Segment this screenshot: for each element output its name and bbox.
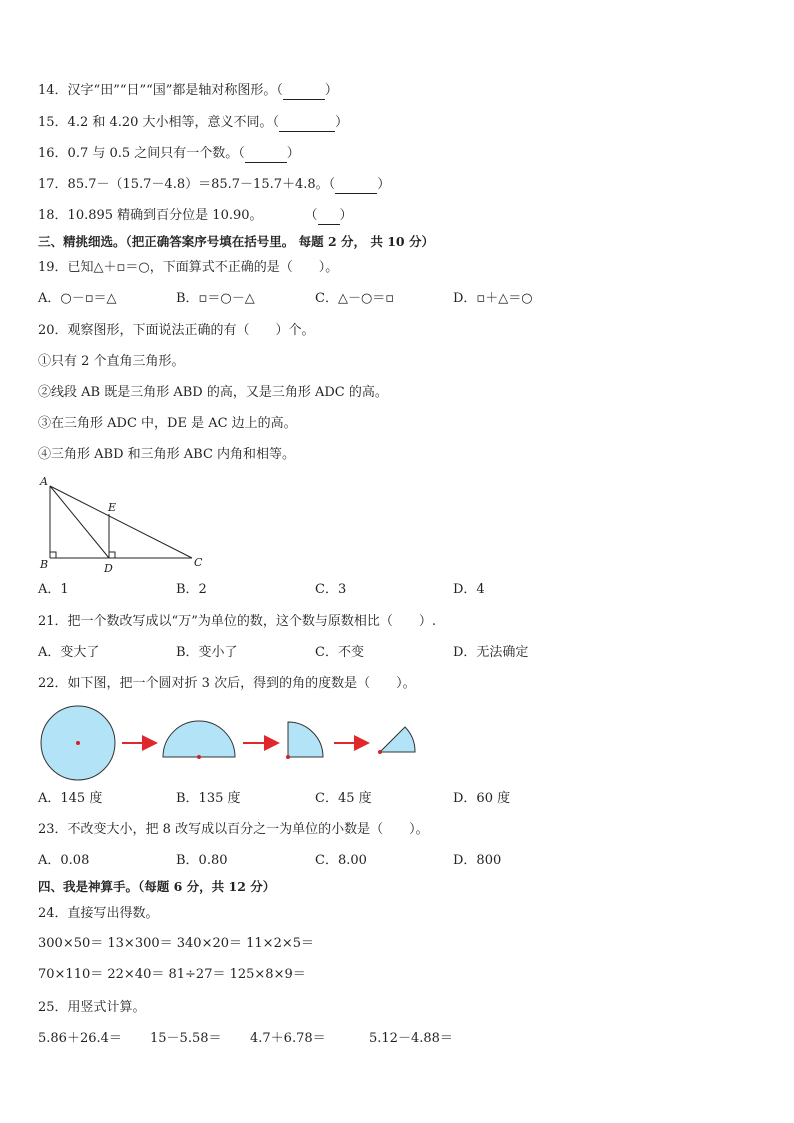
right-angle-mark-b [50, 552, 56, 558]
question-19-stem: 19．已知△＋▫＝○，下面算式不正确的是（ ）。 [38, 260, 339, 275]
q24-row-2: 70×110＝ 22×40＝ 81÷27＝ 125×8×9＝ [38, 967, 306, 982]
segment-ad [50, 486, 109, 558]
q25-item-3: 4.7＋6.78＝ [250, 1031, 326, 1046]
question-16 [38, 145, 300, 163]
answer-blank-14[interactable] [283, 85, 325, 100]
question-25-stem: 25．用竖式计算。 [38, 1000, 146, 1015]
q20-statement-2: ②线段 AB 既是三角形 ABD 的高，又是三角形 ADC 的高。 [38, 385, 388, 400]
question-14 [38, 82, 338, 100]
q22-option-c[interactable]: C．45 度 [315, 791, 372, 806]
q20-statement-1: ①只有 2 个直角三角形。 [38, 354, 185, 369]
question-22-stem: 22．如下图，把一个圆对折 3 次后，得到的角的度数是（ ）。 [38, 676, 416, 691]
label-c: C [194, 556, 203, 569]
question-17 [38, 176, 390, 194]
q23-option-d[interactable]: D．800 [453, 853, 502, 868]
paren-close: ） [286, 146, 300, 161]
right-angle-mark-d [109, 552, 115, 558]
paren-close: ） [377, 177, 391, 192]
q21-option-b[interactable]: B．变小了 [176, 645, 238, 660]
q21-option-a[interactable]: A．变大了 [38, 645, 100, 660]
question-17-text: 17．85.7－（15.7－4.8）＝85.7－15.7＋4.8。（ [38, 177, 336, 192]
q19-option-c[interactable]: C．△－○＝▫ [315, 291, 395, 306]
paren-close: ） [335, 115, 349, 130]
question-14-text: 14．汉字“田”“日”“国”都是轴对称图形。（ [38, 83, 283, 98]
q23-option-b[interactable]: B．0.80 [176, 853, 228, 868]
label-b: B [40, 558, 49, 571]
q21-option-d[interactable]: D．无法确定 [453, 645, 529, 660]
label-a: A [40, 475, 48, 488]
q25-item-2: 15－5.58＝ [150, 1031, 222, 1046]
q20-option-d[interactable]: D．4 [453, 582, 485, 597]
q23-option-c[interactable]: C．8.00 [315, 853, 367, 868]
q22-option-d[interactable]: D．60 度 [453, 791, 511, 806]
answer-blank-16[interactable] [245, 148, 287, 163]
q20-statement-3: ③在三角形 ADC 中，DE 是 AC 边上的高。 [38, 416, 297, 431]
circle-folding-figure [38, 705, 428, 783]
q20-option-b[interactable]: B．2 [176, 582, 207, 597]
label-d: D [104, 562, 113, 575]
q23-option-a[interactable]: A．0.08 [38, 853, 90, 868]
question-18-text: 18．10.895 精确到百分位是 10.90。 [38, 208, 263, 223]
q22-option-a[interactable]: A．145 度 [38, 791, 103, 806]
question-15-text: 15．4.2 和 4.20 大小相等，意义不同。（ [38, 115, 280, 130]
triangle-figure [34, 472, 214, 578]
q25-item-4: 5.12－4.88＝ [369, 1031, 453, 1046]
question-15 [38, 114, 348, 132]
q21-option-c[interactable]: C．不变 [315, 645, 364, 660]
q19-option-a[interactable]: A．○－▫＝△ [38, 291, 117, 306]
q20-statement-4: ④三角形 ABD 和三角形 ABC 内角和相等。 [38, 447, 296, 462]
q19-option-b[interactable]: B．▫＝○－△ [176, 291, 255, 306]
question-20-stem: 20．观察图形，下面说法正确的有（ ）个。 [38, 323, 315, 338]
q20-option-a[interactable]: A．1 [38, 582, 69, 597]
label-e: E [108, 501, 117, 514]
q20-option-c[interactable]: C．3 [315, 582, 347, 597]
section-3-heading: 三、精挑细选。（把正确答案序号填在括号里。 每题 2 分， 共 10 分） [38, 234, 434, 249]
q24-row-1: 300×50＝ 13×300＝ 340×20＝ 11×2×5＝ [38, 936, 315, 951]
paren-close: ） [339, 208, 353, 223]
center-dot [76, 741, 80, 745]
q22-option-b[interactable]: B．135 度 [176, 791, 241, 806]
question-18 [38, 207, 353, 225]
segment-ac [50, 486, 192, 558]
q19-option-d[interactable]: D．▫＋△＝○ [453, 291, 533, 306]
question-21-stem: 21．把一个数改写成以“万”为单位的数，这个数与原数相比（ ）. [38, 614, 436, 629]
center-dot [286, 755, 290, 759]
section-4-heading: 四、我是神算手。（每题 6 分，共 12 分） [38, 879, 276, 894]
question-24-stem: 24．直接写出得数。 [38, 906, 159, 921]
quarter-circle [288, 722, 323, 757]
answer-blank-15[interactable] [279, 117, 335, 132]
center-dot [197, 755, 201, 759]
half-circle [163, 721, 235, 757]
question-16-text: 16．0.7 与 0.5 之间只有一个数。（ [38, 146, 245, 161]
q25-item-1: 5.86＋26.4＝ [38, 1031, 122, 1046]
center-dot [378, 750, 382, 754]
eighth-circle [380, 727, 415, 752]
paren-open: （ [304, 208, 318, 223]
paren-close: ） [324, 83, 338, 98]
question-23-stem: 23．不改变大小，把 8 改写成以百分之一为单位的小数是（ ）。 [38, 822, 429, 837]
answer-blank-17[interactable] [335, 179, 377, 194]
answer-blank-18[interactable] [318, 210, 340, 225]
